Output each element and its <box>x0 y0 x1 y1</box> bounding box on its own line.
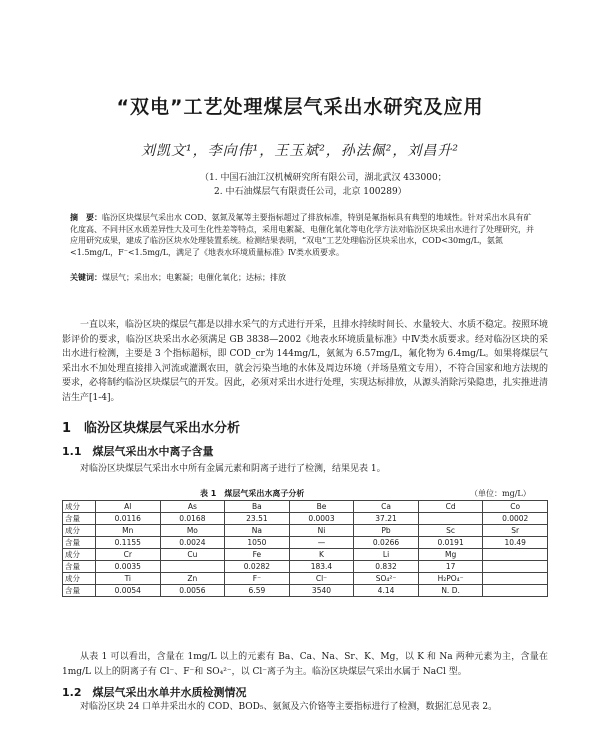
table-cell: Li <box>354 549 419 561</box>
table-cell: As <box>160 501 225 513</box>
table-cell: Cr <box>96 549 161 561</box>
table-cell: Ba <box>225 501 290 513</box>
table-cell: 1050 <box>225 537 290 549</box>
table-row <box>63 585 548 597</box>
keywords <box>70 272 534 284</box>
table-cell <box>483 549 548 561</box>
intro-paragraph: 一直以来，临汾区块的煤层气都是以排水采气的方式进行开采，且排水持续时间长、水量较大、水质不稳定。按照环境影评价的要求，临汾区块采出水必须满足 GB 3838—2002《地表水环境质量标准》中Ⅳ类水质要求。经对临汾区块的采出水进行检测，主要是 3 个指标超标，即 COD_cr为 144mg/L，氨氮为 6.57mg/L，氟化物为 6.4mg/L。如果将煤层气采出水不加处理直接排入河流或灌溉农田，就会污染当地的水体及周边环境（并场垦殖文专用），不符合国家和地方法规的要求，必将制约临汾区块煤层气的开发。因此，必须对采出水进行处理，实现达标排放，从源头消除污染隐患，扎实推进清洁生产[1-4]。 <box>62 320 549 403</box>
table-row <box>63 513 548 525</box>
table-cell: Mo <box>160 525 225 537</box>
table-cell: Pb <box>354 525 419 537</box>
table-cell: Sc <box>418 525 483 537</box>
table-cell: 37.21 <box>354 513 419 525</box>
table-cell: Al <box>96 501 161 513</box>
affiliation-2: 2. 中石油煤层气有限责任公司，北京 100289） <box>214 187 407 197</box>
table-cell: Cl⁻ <box>289 573 354 585</box>
table-row-label: 成分 <box>63 501 96 513</box>
table-cell: 23.51 <box>225 513 290 525</box>
table-row <box>63 549 548 561</box>
section-1-1-heading: 1.1 煤层气采出水中离子含量 <box>62 445 214 458</box>
section-1-2-paragraph: 对临汾区块 24 口单井采出水的 COD、BOD₅、氨氮及六价铬等主要指标进行了检测，数据汇总见表 2。 <box>80 702 498 712</box>
table-cell: — <box>289 537 354 549</box>
table-cell: 0.0282 <box>225 561 290 573</box>
table-cell: 183.4 <box>289 561 354 573</box>
paper-title: “双电”工艺处理煤层气采出水研究及应用 <box>116 96 484 118</box>
table-cell: 0.0003 <box>289 513 354 525</box>
table-cell: 0.0168 <box>160 513 225 525</box>
table-cell: Co <box>483 501 548 513</box>
table-row-label: 成分 <box>63 549 96 561</box>
section-1-2-heading: 1.2 煤层气采出水单井水质检测情况 <box>62 686 247 699</box>
abstract <box>70 212 534 258</box>
table-cell: Zn <box>160 573 225 585</box>
table-row-label: 含量 <box>63 585 96 597</box>
table-cell <box>418 513 483 525</box>
table-1-unit: （单位：mg/L） <box>470 489 531 498</box>
table-cell: Cu <box>160 549 225 561</box>
table-cell: 10.49 <box>483 537 548 549</box>
table-1-caption: 表 1 煤层气采出水离子分析 <box>200 489 305 498</box>
table-row-label: 成分 <box>63 525 96 537</box>
table-cell: 0.0024 <box>160 537 225 549</box>
table-cell: K <box>289 549 354 561</box>
table-cell: Sr <box>483 525 548 537</box>
table-cell: 0.0116 <box>96 513 161 525</box>
table-cell: 3540 <box>289 585 354 597</box>
section-1-1-paragraph: 对临汾区块煤层气采出水中所有金属元素和阴离子进行了检测，结果见表 1。 <box>80 464 386 474</box>
table-cell: Be <box>289 501 354 513</box>
table-cell: Mg <box>418 549 483 561</box>
table-cell <box>483 585 548 597</box>
table-cell: 0.0054 <box>96 585 161 597</box>
keywords-label: 关键词： <box>70 273 102 282</box>
table-cell: SO₄²⁻ <box>354 573 419 585</box>
table-row <box>63 525 548 537</box>
author-list: 刘凯文¹，李向伟¹，王玉斌²，孙法佩²，刘昌升² <box>140 143 460 159</box>
affiliation-1: （1. 中国石油江汉机械研究所有限公司，湖北武汉 433000； <box>200 173 447 183</box>
table-cell: 0.0035 <box>96 561 161 573</box>
table-1-discussion: 从表 1 可以看出，含量在 1mg/L 以上的元素有 Ba、Ca、Na、Sr、K、Mg，以 K 和 Na 两种元素为主，含量在 1mg/L 以上的阴离子有 Cl⁻、F⁻和 SO₄²⁻，以 Cl⁻离子为主。临汾区块煤层气采出水属于 NaCl 型。 <box>62 652 548 677</box>
section-1-heading: 1 临汾区块煤层气采出水分析 <box>62 421 241 436</box>
table-cell: 0.1155 <box>96 537 161 549</box>
table-cell: F⁻ <box>225 573 290 585</box>
table-cell: Ti <box>96 573 161 585</box>
table-cell: 0.0056 <box>160 585 225 597</box>
table-cell: Ca <box>354 501 419 513</box>
table-cell: Fe <box>225 549 290 561</box>
table-row-label: 含量 <box>63 537 96 549</box>
table-row-label: 成分 <box>63 573 96 585</box>
table-row <box>63 501 548 513</box>
table-cell: N. D. <box>418 585 483 597</box>
table-1 <box>62 500 548 597</box>
table-cell: 17 <box>418 561 483 573</box>
table-cell: H₂PO₄⁻ <box>418 573 483 585</box>
table-cell: Na <box>225 525 290 537</box>
table-cell: 6.59 <box>225 585 290 597</box>
table-cell: Cd <box>418 501 483 513</box>
table-cell <box>160 561 225 573</box>
table-row-label: 含量 <box>63 513 96 525</box>
table-row <box>63 573 548 585</box>
table-row-label: 含量 <box>63 561 96 573</box>
table-row <box>63 561 548 573</box>
table-cell: 0.0002 <box>483 513 548 525</box>
table-cell <box>483 573 548 585</box>
table-cell: 0.0191 <box>418 537 483 549</box>
table-cell <box>483 561 548 573</box>
table-cell: 0.0266 <box>354 537 419 549</box>
table-cell: Ni <box>289 525 354 537</box>
table-cell: 4.14 <box>354 585 419 597</box>
abstract-text: 临汾区块煤层气采出水 COD、氨氮及氟等主要指标超过了排放标准，特别是氟指标具有典型的地域性。针对采出水具有矿化度高、不同井区水质差异性大及可生化性差等特点，采用电絮凝、电催化氧化等电化学方法对临汾区块采出水进行了处理研究，并应用研究成果，建成了临汾区块水处理装置系统。检测结果表明，“双电”工艺处理临汾区块采出水，COD<30mg/L，氨氮<1.5mg/L，F⁻<1.5mg/L，满足了《地表水环境质量标准》Ⅳ类水质要求。 <box>70 213 534 257</box>
keywords-text: 煤层气；采出水；电絮凝；电催化氧化；达标；排放 <box>102 273 286 282</box>
abstract-label: 摘 要： <box>70 213 102 222</box>
table-cell: Mn <box>96 525 161 537</box>
table-row <box>63 537 548 549</box>
table-cell: 0.832 <box>354 561 419 573</box>
